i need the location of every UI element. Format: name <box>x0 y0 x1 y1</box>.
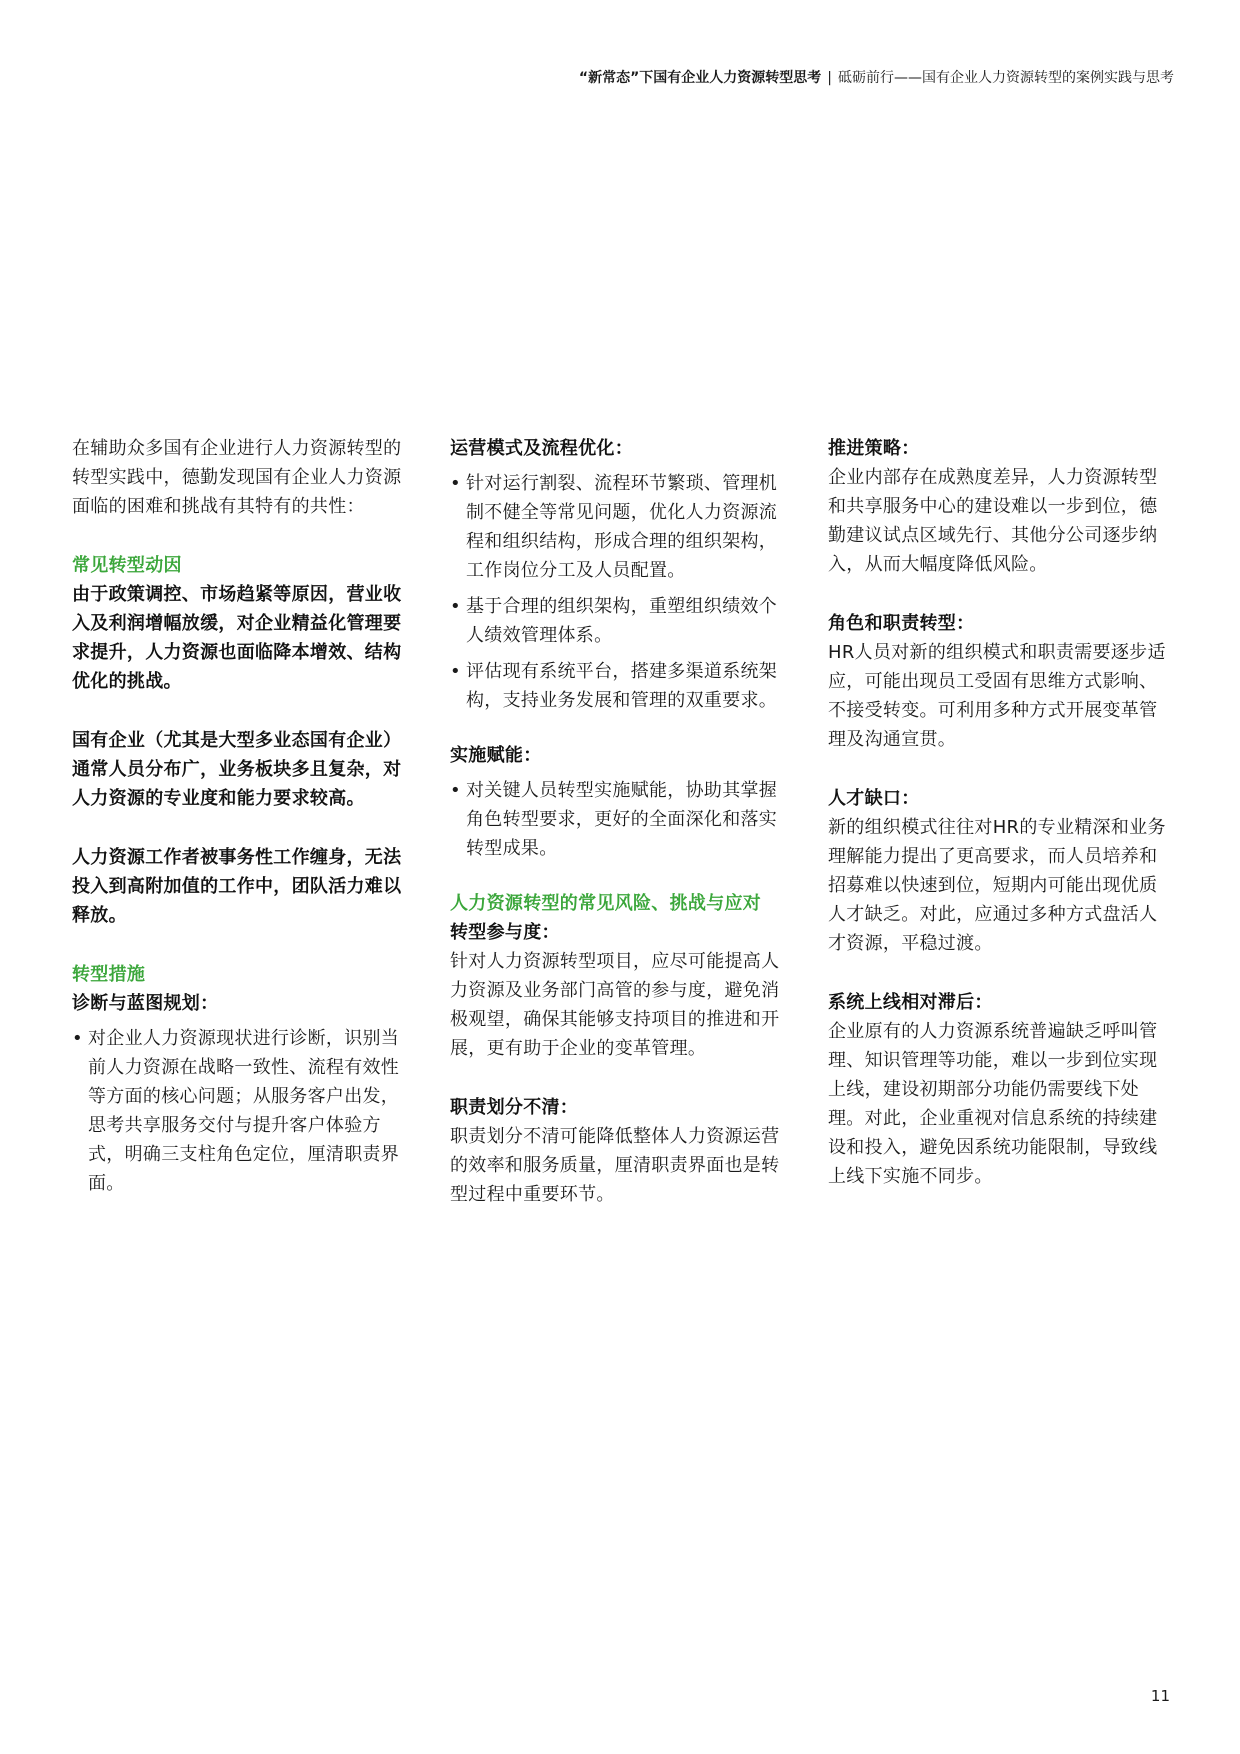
list-item: • 基于合理的组织架构，重塑组织绩效个人绩效管理体系。 <box>450 592 788 650</box>
diagnosis-heading: 诊断与蓝图规划： <box>72 993 219 1014</box>
list-item: • 对关键人员转型实施赋能，协助其掌握角色转型要求，更好的全面深化和落实转型成果。 <box>450 776 788 863</box>
drivers-heading: 常见转型动因 <box>72 555 182 576</box>
talent-heading: 人才缺口： <box>828 788 920 809</box>
list-item: • 对企业人力资源现状进行诊断，识别当前人力资源在战略一致性、流程有效性等方面的核心问题；从服务客户出发，思考共享服务交付与提升客户体验方式，明确三支柱角色定位，厘清职责界面。 <box>72 1024 412 1198</box>
column-right <box>828 434 1168 1191</box>
driver-paragraph-3: 人力资源工作者被事务性工作缠身，无法投入到高附加值的工作中，团队活力难以释放。 <box>72 847 402 926</box>
participation-heading: 转型参与度： <box>450 922 560 943</box>
system-heading: 系统上线相对滞后： <box>828 992 993 1013</box>
duty-heading: 职责划分不清： <box>450 1097 579 1118</box>
running-header <box>579 68 1174 88</box>
enable-heading: 实施赋能： <box>450 745 542 766</box>
intro-paragraph: 在辅助众多国有企业进行人力资源转型的转型实践中，德勤发现国有企业人力资源面临的困难和挑战有其特有的共性： <box>72 438 402 517</box>
driver-paragraph-1: 由于政策调控、市场趋紧等原因，营业收入及利润增幅放缓，对企业精益化管理要求提升，人力资源也面临降本增效、结构优化的挑战。 <box>72 584 402 692</box>
header-section-title: 砥砺前行——国有企业人力资源转型的案例实践与思考 <box>838 70 1174 86</box>
participation-paragraph: 针对人力资源转型项目，应尽可能提高人力资源及业务部门高管的参与度，避免消极观望，确保其能够支持项目的推进和开展，更有助于企业的变革管理。 <box>450 951 780 1059</box>
enable-bullet-list <box>450 776 788 863</box>
ops-bullet-list <box>450 469 788 715</box>
system-paragraph: 企业原有的人力资源系统普遍缺乏呼叫管理、知识管理等功能，难以一步到位实现上线，建设初期部分功能仍需要线下处理。对此，企业重视对信息系统的持续建设和投入，避免因系统功能限制，导致线上线下实施不同步。 <box>828 1021 1158 1187</box>
diagnosis-bullet-list <box>72 1024 412 1198</box>
list-item: • 评估现有系统平台，搭建多渠道系统架构，支持业务发展和管理的双重要求。 <box>450 657 788 715</box>
risks-heading: 人力资源转型的常见风险、挑战与应对 <box>450 893 762 914</box>
role-paragraph: HR人员对新的组织模式和职责需要逐步适应，可能出现员工受固有思维方式影响、不接受转变。可利用多种方式开展变革管理及沟通宣贯。 <box>828 642 1166 750</box>
talent-paragraph: 新的组织模式往往对HR的专业精深和业务理解能力提出了更高要求，而人员培养和招募难以快速到位，短期内可能出现优质人才缺乏。对此，应通过多种方式盘活人才资源，平稳过渡。 <box>828 817 1166 954</box>
list-item: • 针对运行割裂、流程环节繁琐、管理机制不健全等常见问题，优化人力资源流程和组织结构，形成合理的组织架构，工作岗位分工及人员配置。 <box>450 469 788 585</box>
header-report-title: “新常态”下国有企业人力资源转型思考 <box>578 70 822 86</box>
strategy-paragraph: 企业内部存在成熟度差异，人力资源转型和共享服务中心的建设难以一步到位，德勤建议试点区域先行、其他分公司逐步纳入，从而大幅度降低风险。 <box>828 467 1158 575</box>
strategy-heading: 推进策略： <box>828 438 920 459</box>
header-separator: | <box>827 70 832 86</box>
ops-heading: 运营模式及流程优化： <box>450 438 633 459</box>
driver-paragraph-2: 国有企业（尤其是大型多业态国有企业）通常人员分布广，业务板块多且复杂，对人力资源的专业度和能力要求较高。 <box>72 730 402 809</box>
column-left <box>72 434 412 1205</box>
column-middle <box>450 434 788 1209</box>
measures-heading: 转型措施 <box>72 964 146 985</box>
duty-paragraph: 职责划分不清可能降低整体人力资源运营的效率和服务质量，厘清职责界面也是转型过程中重要环节。 <box>450 1126 780 1205</box>
page-number: 11 <box>1150 1687 1170 1705</box>
role-heading: 角色和职责转型： <box>828 613 975 634</box>
